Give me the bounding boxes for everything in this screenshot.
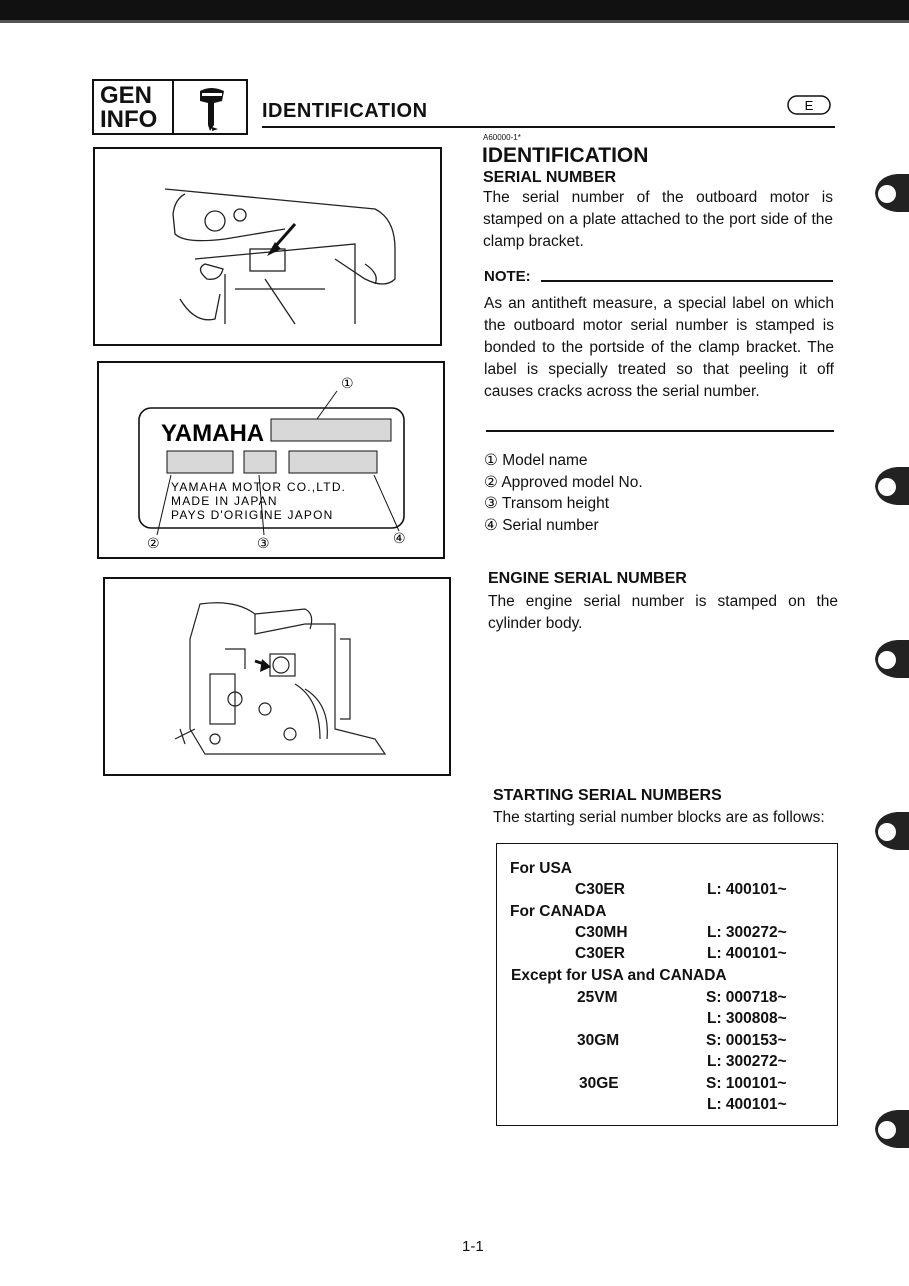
label-line1: YAMAHA MOTOR CO.,LTD.: [171, 480, 347, 494]
model-label: C30ER: [575, 881, 625, 898]
label-line2: MADE IN JAPAN: [171, 494, 278, 508]
engine-illustration: [105, 579, 449, 774]
identification-title: IDENTIFICATION: [482, 144, 649, 167]
engine-figure: [103, 577, 451, 776]
callout-1: ①: [341, 376, 354, 392]
reference-code: A60000-1*: [483, 133, 521, 142]
gen-label: GEN: [100, 82, 153, 109]
clamp-bracket-illustration: [95, 149, 440, 344]
language-badge: [787, 95, 831, 115]
page-number: 1-1: [462, 1238, 484, 1255]
callout-3: ③: [257, 536, 270, 552]
serial-code: S: 100101~: [706, 1075, 787, 1092]
scan-top-edge-line: [0, 20, 909, 23]
serial-code: S: 000153~: [706, 1032, 787, 1049]
outboard-motor-icon: [178, 83, 244, 133]
model-label: C30MH: [575, 924, 628, 941]
gen-info-tab: [92, 79, 248, 135]
callout-2: ②: [147, 536, 160, 552]
note-label: NOTE:: [484, 268, 531, 285]
legend-item: ③ Transom height: [484, 495, 610, 512]
starting-serial-table: [496, 843, 838, 1126]
serial-code: L: 400101~: [707, 881, 787, 898]
legend-item: ① Model name: [484, 452, 588, 469]
callout-4: ④: [393, 531, 406, 547]
clamp-bracket-figure: [93, 147, 442, 346]
scan-top-edge: [0, 0, 909, 20]
label-brand: YAMAHA: [161, 420, 265, 447]
starting-serial-heading: STARTING SERIAL NUMBERS: [493, 787, 722, 804]
language-badge-text: E: [804, 98, 814, 113]
serial-code: S: 000718~: [706, 989, 787, 1006]
engine-serial-heading: ENGINE SERIAL NUMBER: [488, 570, 687, 587]
note-rule: [541, 280, 833, 282]
serial-code: L: 300272~: [707, 924, 787, 941]
serial-code: L: 400101~: [707, 945, 787, 962]
binder-hole-icon: [867, 808, 909, 854]
section-title: IDENTIFICATION: [262, 100, 428, 122]
gen-info-label: [94, 81, 174, 133]
binder-hole-icon: [867, 463, 909, 509]
legend-item: ④ Serial number: [484, 516, 599, 534]
serial-number-heading: SERIAL NUMBER: [483, 169, 617, 186]
serial-label-figure: [97, 361, 445, 559]
legend-item: ② Approved model No.: [484, 473, 643, 491]
binder-hole-icon: [867, 1106, 909, 1152]
note-text: As an antitheft measure, a special label on which the outboard motor serial number is stamped is bonded to the portside of the clamp bracket. The label is specially treated so that peeling it off causes cracks across the serial number.: [484, 295, 834, 400]
info-label: INFO: [100, 106, 158, 133]
region-label: Except for USA and CANADA: [511, 967, 727, 984]
engine-serial-text: The engine serial number is stamped on the cylinder body.: [488, 593, 838, 632]
binder-hole-icon: [867, 170, 909, 216]
serial-number-text: The serial number of the outboard motor is stamped on a plate attached to the port side of the clamp bracket.: [483, 189, 833, 250]
serial-code: L: 300808~: [707, 1010, 787, 1027]
serial-label-illustration: [99, 363, 443, 557]
serial-code: L: 400101~: [707, 1096, 787, 1113]
region-label: For USA: [510, 860, 572, 877]
starting-serial-text: The starting serial number blocks are as follows:: [493, 809, 825, 826]
model-label: 25VM: [577, 989, 618, 1006]
callout-legend: [484, 450, 643, 536]
serial-code: L: 300272~: [707, 1053, 787, 1070]
model-label: 30GM: [577, 1032, 620, 1049]
binder-hole-icon: [867, 636, 909, 682]
note-end-rule: [486, 430, 834, 432]
model-label: C30ER: [575, 945, 625, 962]
label-line3: PAYS D'ORIGINE JAPON: [171, 508, 334, 522]
model-label: 30GE: [579, 1075, 619, 1092]
region-label: For CANADA: [510, 903, 607, 920]
header-rule: [262, 126, 835, 128]
